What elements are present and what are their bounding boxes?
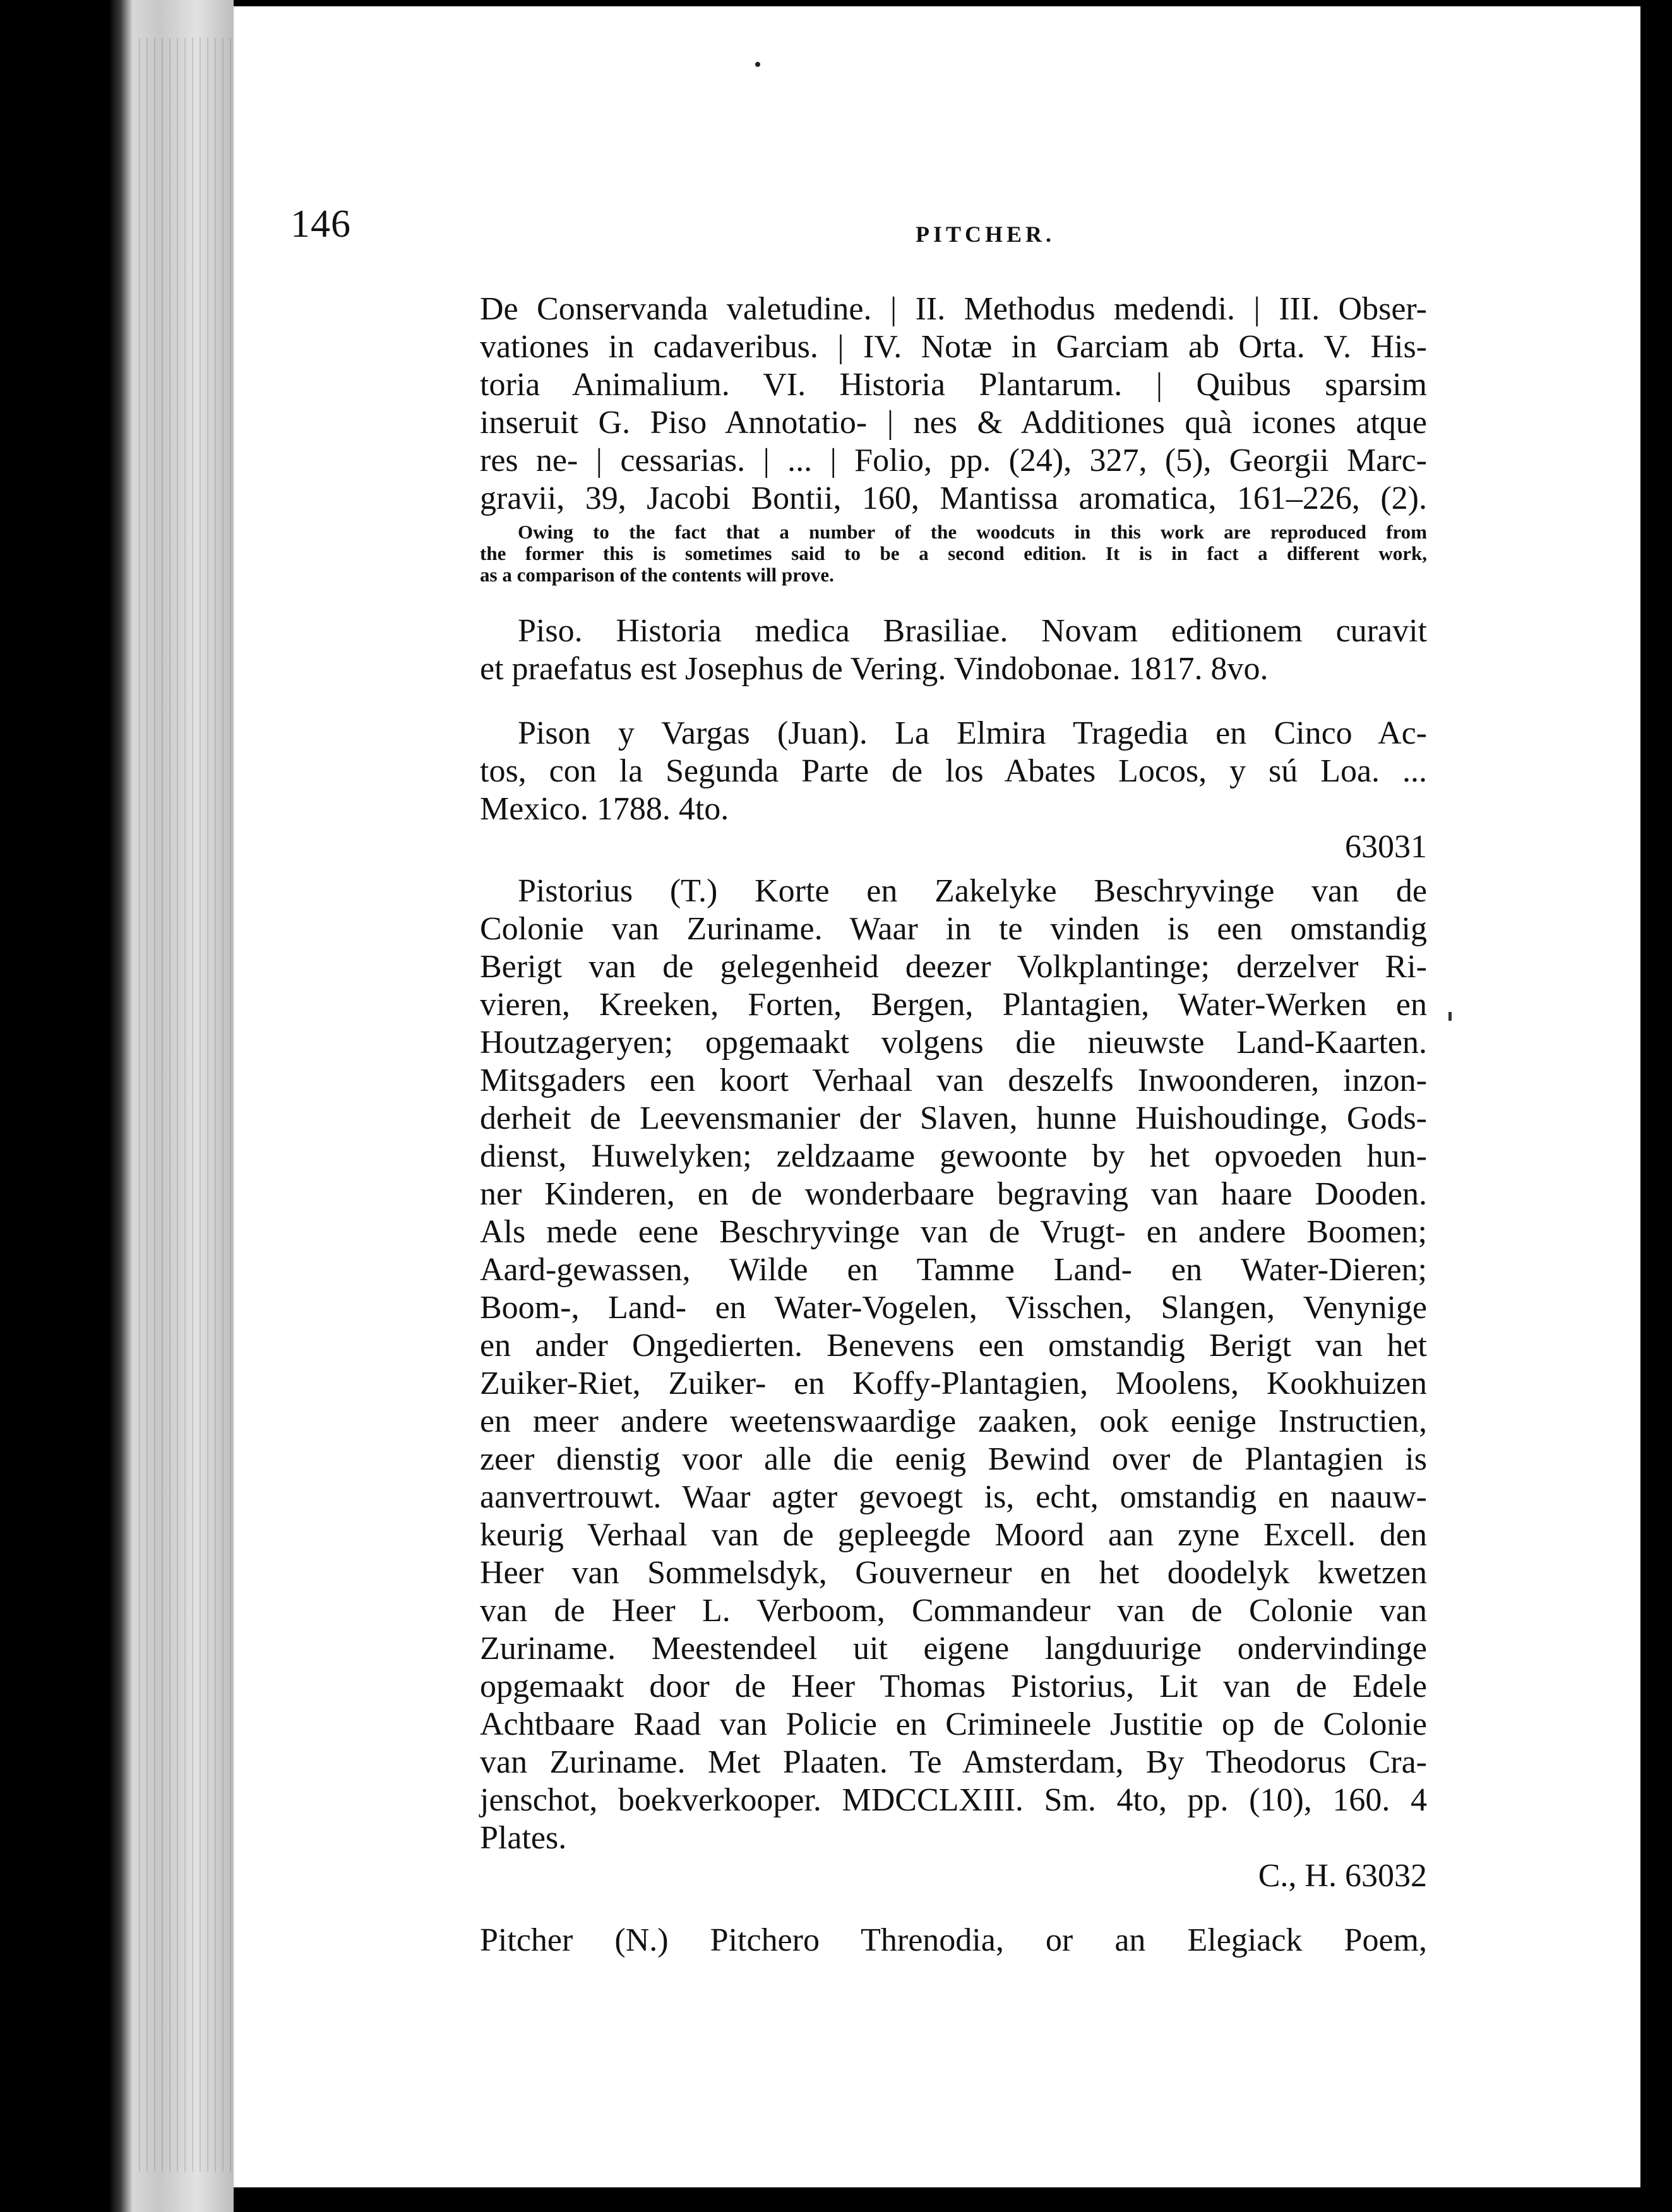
note-line: Owing to the fact that a number of the woodcuts in this work are reproduced from xyxy=(518,521,1427,543)
text-line: derheit de Leevensmanier der Slaven, hunne Huishoudinge, Gods- xyxy=(480,1100,1427,1136)
entry-piso-historia-medica xyxy=(480,612,1427,688)
text-line: Zuiker-Riet, Zuiker- en Koffy-Plantagien, Moolens, Kookhuizen xyxy=(480,1365,1427,1401)
text-line: aanvertrouwt. Waar agter gevoegt is, echt, omstandig en naauw- xyxy=(480,1479,1427,1515)
page-number: 146 xyxy=(290,203,351,246)
text-line: en ander Ongedierten. Benevens een omstandig Berigt van het xyxy=(480,1328,1427,1364)
ink-speck xyxy=(755,62,760,67)
text-line: Pison y Vargas (Juan). La Elmira Tragedia en Cinco Ac- xyxy=(518,715,1427,751)
text-line: jenschot, boekverkooper. MDCCLXIII. Sm. 4to, pp. (10), 160. 4 xyxy=(480,1782,1427,1818)
text-line: Pitcher (N.) Pitchero Threnodia, or an Elegiack Poem, xyxy=(480,1922,1427,1958)
text-line: zeer dienstig voor alle die eenig Bewind over de Plantagien is xyxy=(480,1441,1427,1477)
text-line: opgemaakt door de Heer Thomas Pistorius, Lit van de Edele xyxy=(480,1668,1427,1704)
text-line: res ne- | cessarias. | ... | Folio, pp. (24), 327, (5), Georgii Marc- xyxy=(480,443,1427,479)
text-line: dienst, Huwelyken; zeldzaame gewoonte by het opvoeden hun- xyxy=(480,1138,1427,1174)
text-line: Mexico. 1788. 4to. xyxy=(480,791,729,827)
text-line: Plates. xyxy=(480,1820,567,1856)
entry-pistorius xyxy=(480,872,1427,1895)
running-head: PITCHER. xyxy=(916,222,1056,247)
text-line: Achtbaare Raad van Policie en Crimineele Justitie op de Colonie xyxy=(480,1706,1427,1742)
text-line: keurig Verhaal van de gepleegde Moord aan zyne Excell. den xyxy=(480,1517,1427,1553)
text-line: Colonie van Zuriname. Waar in te vinden is een omstandig xyxy=(480,911,1427,947)
text-line: vationes in cadaveribus. | IV. Notæ in Garciam ab Orta. V. His- xyxy=(480,329,1427,365)
text-line: inseruit G. Piso Annotatio- | nes & Additiones quà icones atque xyxy=(480,405,1427,441)
entry-pison-y-vargas xyxy=(480,715,1427,866)
text-line: Boom-, Land- en Water-Vogelen, Visschen, Slangen, Venynige xyxy=(480,1290,1427,1326)
text-line: ner Kinderen, en de wonderbaare begraving van haare Dooden. xyxy=(480,1176,1427,1212)
note-line: as a comparison of the contents will prove. xyxy=(480,564,834,586)
catalog-number: C., H. 63032 xyxy=(1258,1858,1427,1894)
entry-piso-historia-naturalis xyxy=(480,290,1427,586)
page-stack-edges xyxy=(133,38,234,2172)
text-line: et praefatus est Josephus de Vering. Vindobonae. 1817. 8vo. xyxy=(480,651,1269,687)
page-header xyxy=(290,202,1427,265)
text-line: Als mede eene Beschryvinge van de Vrugt- en andere Boomen; xyxy=(480,1214,1427,1250)
note-line: the former this is sometimes said to be a second edition. It is in fact a different work, xyxy=(480,542,1427,564)
text-line: vieren, Kreeken, Forten, Bergen, Plantagien, Water-Werken en xyxy=(480,987,1427,1023)
right-border xyxy=(1640,0,1672,2212)
text-line: en meer andere weetenswaardige zaaken, ook eenige Instructien, xyxy=(480,1403,1427,1439)
text-line: De Conservanda valetudine. | II. Methodus medendi. | III. Obser- xyxy=(480,291,1427,327)
text-line: tos, con la Segunda Parte de los Abates Locos, y sú Loa. ... xyxy=(480,753,1427,789)
text-line: Berigt van de gelegenheid deezer Volkplantinge; derzelver Ri- xyxy=(480,949,1427,985)
text-line: van Zuriname. Met Plaaten. Te Amsterdam, By Theodorus Cra- xyxy=(480,1744,1427,1780)
text-line: van de Heer L. Verboom, Commandeur van de Colonie van xyxy=(480,1593,1427,1629)
page-body xyxy=(480,290,1427,1959)
catalog-number: 63031 xyxy=(1345,829,1427,865)
text-line: gravii, 39, Jacobi Bontii, 160, Mantissa aromatica, 161–226, (2). xyxy=(480,480,1427,516)
text-line: Mitsgaders een koort Verhaal van deszelfs Inwoonderen, inzon- xyxy=(480,1062,1427,1098)
text-line: toria Animalium. VI. Historia Plantarum. | Quibus sparsim xyxy=(480,367,1427,403)
ink-mark xyxy=(1448,1012,1452,1021)
text-line: Aard-gewassen, Wilde en Tamme Land- en Water-Dieren; xyxy=(480,1252,1427,1288)
text-line: Zuriname. Meestendeel uit eigene langduurige ondervindinge xyxy=(480,1631,1427,1667)
text-line: Heer van Sommelsdyk, Gouverneur en het doodelyk kwetzen xyxy=(480,1555,1427,1591)
entry-note xyxy=(480,521,1427,586)
entry-pitcher xyxy=(480,1922,1427,1959)
text-line: Piso. Historia medica Brasiliae. Novam editionem curavit xyxy=(518,613,1427,649)
text-line: Pistorius (T.) Korte en Zakelyke Beschryvinge van de xyxy=(518,873,1427,909)
text-line: Houtzageryen; opgemaakt volgens die nieuwste Land-Kaarten. xyxy=(480,1025,1427,1061)
